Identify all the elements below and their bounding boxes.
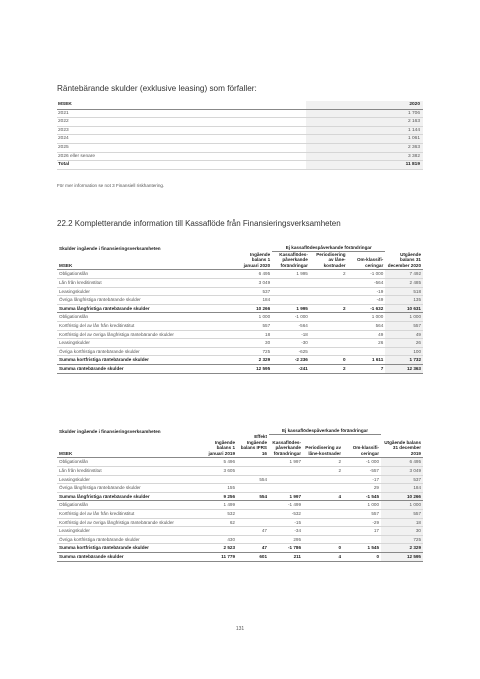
- cell-value: 26: [385, 339, 423, 348]
- table-row: [57, 135, 423, 144]
- table-row: [57, 347, 423, 356]
- cell-value: 12 595: [234, 364, 272, 373]
- table-row: [57, 278, 423, 287]
- cell-value: [310, 287, 348, 296]
- row-label: Kortfristig del av övriga långfristiga räntebärande skulder: [57, 330, 234, 339]
- cell-value: 18: [381, 518, 423, 527]
- row-label: Lån från kreditinstitut: [57, 278, 234, 287]
- cell-value: -564: [272, 321, 310, 330]
- cell-value: 2: [310, 364, 348, 373]
- cell-value: -1 000: [343, 458, 381, 467]
- cell-value: [237, 518, 269, 527]
- cell-value: [272, 287, 310, 296]
- table-row: [57, 330, 423, 339]
- cell-value: 537: [381, 475, 423, 484]
- row-label: Summa kortfristiga räntebärande skulder: [57, 544, 205, 553]
- column-header: Periodisering av låne-kostnader: [310, 251, 348, 270]
- cell-value: 3 049: [381, 467, 423, 476]
- cell-value: 0: [310, 356, 348, 365]
- row-label: Total: [57, 161, 306, 170]
- cell-value: [310, 347, 348, 356]
- row-label: Summa räntebärande skulder: [57, 364, 234, 373]
- page-number: 131: [235, 626, 245, 632]
- cell-value: 2: [303, 458, 343, 467]
- cell-value: [237, 467, 269, 476]
- row-label: MSEK: [57, 101, 306, 109]
- cell-value: 1 000: [381, 501, 423, 510]
- cell-value: 532: [205, 510, 237, 519]
- group-header: Ej kassaflödespåverkande förändringar: [272, 245, 385, 251]
- row-label: 2025: [57, 143, 306, 152]
- cell-value: [343, 535, 381, 544]
- footnote: För mer information se not 3 Finansiell riskhantering.: [57, 183, 165, 188]
- cell-value: 49: [385, 330, 423, 339]
- row-label: Obligationslån: [57, 313, 234, 322]
- table-row: [57, 287, 423, 296]
- column-header: Effekt Ingående balans IFRS 16: [237, 434, 269, 458]
- cell-value: 557: [343, 510, 381, 519]
- cell-value: [237, 535, 269, 544]
- cell-value: 6 495: [381, 458, 423, 467]
- cell-value: 1 000: [348, 313, 386, 322]
- cashflow-table-2019: [57, 428, 423, 562]
- cell-value: 2 329: [234, 356, 272, 365]
- cell-value: 18: [234, 330, 272, 339]
- cell-value: 10 266: [234, 304, 272, 313]
- cell-value: -564: [348, 278, 386, 287]
- sum-row: [57, 544, 423, 553]
- cell-value: 4: [303, 492, 343, 501]
- table-row: [57, 518, 423, 527]
- cell-value: 557: [234, 321, 272, 330]
- row-label: Övriga långfristiga räntebärande skulder: [57, 484, 205, 493]
- row-label: 2021: [57, 109, 306, 118]
- sum-row: [57, 304, 423, 313]
- table-row: [57, 501, 423, 510]
- column-header: Kassaflödes-påverkande förändringar: [269, 434, 303, 458]
- column-header: Kassaflödes-påverkande förändringar: [272, 251, 310, 270]
- table-row: [57, 467, 423, 476]
- cell-value: -19: [348, 287, 386, 296]
- cell-value: -1 000: [272, 313, 310, 322]
- cell-value: 30: [381, 527, 423, 536]
- cell-value: 6 495: [234, 270, 272, 279]
- cell-value: 62: [205, 518, 237, 527]
- cell-value: 557: [381, 510, 423, 519]
- table-row: [57, 484, 423, 493]
- cell-value: 30: [234, 339, 272, 348]
- table-row: [57, 321, 423, 330]
- cell-value: 557: [385, 321, 423, 330]
- cell-value: 601: [237, 553, 269, 562]
- cell-value: [269, 475, 303, 484]
- row-label: 2022: [57, 118, 306, 127]
- section-heading: 22.2 Kompletterande information till Kassaflöde från Finansieringsverksamheten: [57, 219, 341, 228]
- cell-value: 9 256: [205, 492, 237, 501]
- cell-value: [205, 475, 237, 484]
- table-top-left-label: Skulder ingående i finansieringsverksamheten: [59, 245, 161, 251]
- row-label: Övriga kortfristiga räntebärande skulder: [57, 535, 205, 544]
- cell-value: [205, 527, 237, 536]
- row-label: Kortfristig del av lån från kreditinstitut: [57, 510, 205, 519]
- cell-value: 1 995: [272, 270, 310, 279]
- msek-label: MSEK: [57, 434, 205, 458]
- cell-value: 518: [385, 287, 423, 296]
- cell-value: 12 595: [381, 553, 423, 562]
- table-row: [57, 126, 423, 135]
- cell-value: -625: [272, 347, 310, 356]
- cell-value: -15: [269, 518, 303, 527]
- row-label: Summa långfristiga räntebärande skulder: [57, 304, 234, 313]
- cell-value: 295: [269, 535, 303, 544]
- cell-value: [269, 467, 303, 476]
- cell-value: 2020: [306, 101, 423, 109]
- cell-value: [237, 510, 269, 519]
- group-header: Ej kassaflödespåverkande förändringar: [269, 428, 381, 434]
- cell-value: 47: [237, 544, 269, 553]
- cell-value: 0: [303, 544, 343, 553]
- cell-value: 2 485: [385, 278, 423, 287]
- row-label: Summa långfristiga räntebärande skulder: [57, 492, 205, 501]
- cell-value: -1 000: [348, 270, 386, 279]
- cell-value: 1 000: [343, 501, 381, 510]
- cell-value: 0: [343, 553, 381, 562]
- sum-row: [57, 364, 423, 373]
- cell-value: [303, 510, 343, 519]
- cell-value: 7 492: [385, 270, 423, 279]
- cell-value: -1 632: [348, 304, 386, 313]
- row-label: 2026 eller senare: [57, 152, 306, 161]
- cell-value: 12 363: [385, 364, 423, 373]
- cell-value: [303, 484, 343, 493]
- sum-row: [57, 492, 423, 501]
- cell-value: 554: [237, 492, 269, 501]
- table-row: [57, 109, 423, 118]
- cell-value: 554: [237, 475, 269, 484]
- table-row: [57, 161, 423, 170]
- cell-value: 725: [381, 535, 423, 544]
- cell-value: -1 786: [269, 544, 303, 553]
- cell-value: 10 631: [385, 304, 423, 313]
- cell-value: 49: [348, 330, 386, 339]
- cell-value: 1 545: [343, 544, 381, 553]
- table-row: [57, 458, 423, 467]
- column-header: Ingående balans 1 januari 2019: [205, 434, 237, 458]
- row-label: Kortfristig del av lån från kreditinstitut: [57, 321, 234, 330]
- table-row: [57, 143, 423, 152]
- cell-value: 2: [310, 270, 348, 279]
- maturity-table: [57, 101, 423, 170]
- cell-value: 17: [343, 527, 381, 536]
- cell-value: 2 363: [306, 143, 423, 152]
- table-row: [57, 270, 423, 279]
- cell-value: -49: [348, 296, 386, 305]
- column-header: Utgående balans 31 december 2019: [381, 434, 423, 458]
- cell-value: [303, 475, 343, 484]
- cell-value: -241: [272, 364, 310, 373]
- cell-value: [310, 313, 348, 322]
- column-header: Periodisering av låne-kostnader: [303, 434, 343, 458]
- cell-value: [237, 458, 269, 467]
- cell-value: 564: [348, 321, 386, 330]
- cell-value: [303, 501, 343, 510]
- cell-value: 7: [348, 364, 386, 373]
- cell-value: 11 819: [306, 161, 423, 170]
- cell-value: [237, 484, 269, 493]
- row-label: Leasingskulder: [57, 527, 205, 536]
- cell-value: [303, 527, 343, 536]
- sum-row: [57, 356, 423, 365]
- table-row: [57, 527, 423, 536]
- table-row: [57, 296, 423, 305]
- table-row: [57, 152, 423, 161]
- cell-value: 184: [234, 296, 272, 305]
- cell-value: 2 523: [205, 544, 237, 553]
- column-header: Om-klassifi-ceringar: [348, 251, 386, 270]
- table-row: [57, 475, 423, 484]
- cashflow-table-2020: [57, 245, 423, 374]
- cell-value: 184: [381, 484, 423, 493]
- cell-value: 47: [237, 527, 269, 536]
- cell-value: -532: [269, 510, 303, 519]
- cell-value: 2: [310, 304, 348, 313]
- row-label: Leasingskulder: [57, 339, 234, 348]
- table-row: [57, 101, 423, 109]
- row-label: Lån från kreditinstitut: [57, 467, 205, 476]
- cell-value: 11 779: [205, 553, 237, 562]
- row-label: 2024: [57, 135, 306, 144]
- row-label: Leasingskulder: [57, 287, 234, 296]
- column-header: Om-klassifi-ceringar: [343, 434, 381, 458]
- row-label: Obligationslån: [57, 458, 205, 467]
- cell-value: [310, 339, 348, 348]
- cell-value: -29: [343, 518, 381, 527]
- cell-value: 3 382: [306, 152, 423, 161]
- cell-value: 1 144: [306, 126, 423, 135]
- cell-value: 725: [234, 347, 272, 356]
- cell-value: -1 499: [269, 501, 303, 510]
- cell-value: 4: [303, 553, 343, 562]
- cell-value: [310, 278, 348, 287]
- cell-value: -1 545: [343, 492, 381, 501]
- row-label: Summa kortfristiga räntebärande skulder: [57, 356, 234, 365]
- cell-value: [303, 518, 343, 527]
- column-header: Utgående balans 31 december 2020: [385, 251, 423, 270]
- cell-value: [303, 535, 343, 544]
- cell-value: 1 997: [269, 492, 303, 501]
- table-top-left-label: Skulder ingående i finansieringsverksamheten: [59, 428, 161, 434]
- cell-value: [310, 330, 348, 339]
- sum-row: [57, 553, 423, 562]
- cell-value: -2 236: [272, 356, 310, 365]
- cell-value: 1 995: [272, 304, 310, 313]
- row-label: Leasingskulder: [57, 475, 205, 484]
- row-label: 2023: [57, 126, 306, 135]
- cell-value: 2 329: [381, 544, 423, 553]
- cell-value: 1 706: [306, 109, 423, 118]
- row-label: Övriga långfristiga räntebärande skulder: [57, 296, 234, 305]
- cell-value: 537: [234, 287, 272, 296]
- table-row: [57, 118, 423, 127]
- cell-value: -557: [343, 467, 381, 476]
- table-row: [57, 535, 423, 544]
- cell-value: 3 605: [205, 467, 237, 476]
- msek-label: MSEK: [57, 251, 234, 270]
- cell-value: 2: [303, 467, 343, 476]
- cell-value: [310, 321, 348, 330]
- cell-value: 1 061: [306, 135, 423, 144]
- cell-value: 5 496: [205, 458, 237, 467]
- cell-value: [310, 296, 348, 305]
- cell-value: -17: [343, 475, 381, 484]
- cell-value: [348, 347, 386, 356]
- cell-value: 1 499: [205, 501, 237, 510]
- section-title: Räntebärande skulder (exklusive leasing) som förfaller:: [57, 84, 257, 93]
- column-header: Ingående balans 1 januari 2020: [234, 251, 272, 270]
- cell-value: 1 000: [234, 313, 272, 322]
- row-label: Övriga kortfristiga räntebärande skulder: [57, 347, 234, 356]
- cell-value: 135: [385, 296, 423, 305]
- row-label: Obligationslån: [57, 270, 234, 279]
- table-row: [57, 339, 423, 348]
- cell-value: 26: [348, 339, 386, 348]
- cell-value: 1 732: [385, 356, 423, 365]
- cell-value: 29: [343, 484, 381, 493]
- table-row: [57, 313, 423, 322]
- cell-value: 100: [385, 347, 423, 356]
- cell-value: 2 163: [306, 118, 423, 127]
- cell-value: [272, 296, 310, 305]
- cell-value: 1 611: [348, 356, 386, 365]
- cell-value: 10 266: [381, 492, 423, 501]
- cell-value: [237, 501, 269, 510]
- cell-value: 1 000: [385, 313, 423, 322]
- table-row: [57, 510, 423, 519]
- cell-value: -30: [272, 339, 310, 348]
- cell-value: 155: [205, 484, 237, 493]
- cell-value: [269, 484, 303, 493]
- cell-value: [272, 278, 310, 287]
- cell-value: -18: [272, 330, 310, 339]
- row-label: Summa räntebärande skulder: [57, 553, 205, 562]
- cell-value: -34: [269, 527, 303, 536]
- row-label: Obligationslån: [57, 501, 205, 510]
- cell-value: 430: [205, 535, 237, 544]
- cell-value: 3 049: [234, 278, 272, 287]
- row-label: Kortfristig del av övriga långfristiga räntebärande skulder: [57, 518, 205, 527]
- cell-value: 211: [269, 553, 303, 562]
- cell-value: 1 997: [269, 458, 303, 467]
